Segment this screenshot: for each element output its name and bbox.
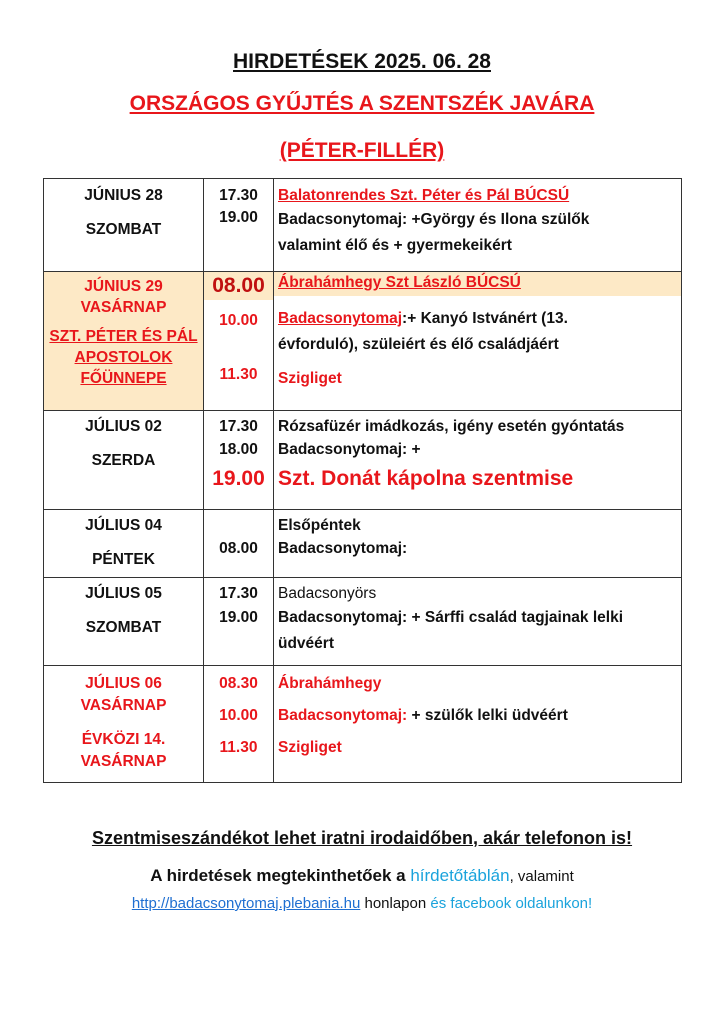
table-row <box>44 272 682 411</box>
mass-intention-notice: Szentmiseszándékot lehet iratni irodaidőben, akár telefonon is! <box>91 828 633 848</box>
time-label: 17.30 <box>219 418 258 435</box>
feast-label: APOSTOLOK <box>74 349 173 366</box>
time-cell <box>204 666 274 783</box>
time-label: 10.00 <box>219 312 258 329</box>
collection-heading: ORSZÁGOS GYŰJTÉS A SZENTSZÉK JAVÁRA <box>129 92 595 115</box>
event-text: évforduló), szüleiért és élő családjáért <box>278 336 559 353</box>
announcements-title: HIRDETÉSEK 2025. 06. 28 <box>233 50 491 73</box>
event-cell <box>274 578 682 666</box>
table-row <box>44 578 682 666</box>
event-cell <box>274 666 682 783</box>
day-cell <box>44 666 204 783</box>
sunday-label: ÉVKÖZI 14. <box>81 731 166 748</box>
event-text: Ábrahámhegy <box>278 675 382 692</box>
date-label: JÚNIUS 29 <box>84 278 163 295</box>
website-text: honlapon <box>360 895 431 912</box>
notice-location-line <box>0 866 724 886</box>
time-label: 08.30 <box>219 675 258 692</box>
time-cell <box>204 578 274 666</box>
time-label: 08.00 <box>204 272 273 300</box>
website-link[interactable]: http://badacsonytomaj.plebania.hu <box>131 895 361 912</box>
schedule-table <box>43 178 682 783</box>
time-cell <box>204 411 274 510</box>
event-text: Ábrahámhegy Szt László BÚCSÚ <box>274 272 681 296</box>
weekday-label: SZERDA <box>91 452 156 469</box>
event-cell <box>274 510 682 578</box>
event-text: üdvéért <box>278 635 334 652</box>
website-line <box>0 895 724 912</box>
event-cell <box>274 411 682 510</box>
day-cell <box>44 272 204 411</box>
notice-board-text: hírdetőtáblán <box>410 866 510 885</box>
weekday-label: VASÁRNAP <box>80 697 167 714</box>
time-label: 18.00 <box>219 441 258 458</box>
notice-text: A hirdetések megtekinthetőek a <box>150 866 411 885</box>
time-label: 08.00 <box>219 540 258 557</box>
table-row <box>44 179 682 272</box>
table-row <box>44 666 682 783</box>
time-cell <box>204 272 274 411</box>
event-text: Szigliget <box>278 370 342 387</box>
feast-label: FŐÜNNEPE <box>80 370 167 387</box>
table-row <box>44 510 682 578</box>
weekday-label: PÉNTEK <box>92 551 155 568</box>
notice-text: , valamint <box>509 868 574 885</box>
date-label: JÚLIUS 04 <box>85 517 162 534</box>
day-cell <box>44 179 204 272</box>
time-cell <box>204 179 274 272</box>
time-cell <box>204 510 274 578</box>
day-cell <box>44 578 204 666</box>
weekday-label: SZOMBAT <box>85 619 162 636</box>
time-label: 11.30 <box>219 366 258 383</box>
event-text: Badacsonytomaj: + Sárffi család tagjainak lelki <box>278 609 624 626</box>
event-cell <box>274 272 682 411</box>
event-text: + szülők lelki üdvéért <box>407 707 568 724</box>
event-text: Badacsonytomaj: +György és Ilona szülők <box>278 211 590 228</box>
day-cell <box>44 510 204 578</box>
event-text: Elsőpéntek <box>278 517 361 534</box>
time-label: 19.00 <box>219 209 258 226</box>
weekday-label: VASÁRNAP <box>80 299 167 316</box>
time-label: 17.30 <box>219 585 258 602</box>
date-label: JÚNIUS 28 <box>84 187 163 204</box>
event-text: valamint élő és + gyermekeikért <box>278 237 512 254</box>
event-text: Szigliget <box>278 739 342 756</box>
date-label: JÚLIUS 06 <box>85 675 162 692</box>
facebook-text: és facebook oldalunkon! <box>430 895 593 912</box>
weekday-label: SZOMBAT <box>85 221 162 238</box>
event-cell <box>274 179 682 272</box>
collection-subheading: (PÉTER-FILLÉR) <box>279 139 445 162</box>
table-row <box>44 411 682 510</box>
time-label: 11.30 <box>219 739 258 756</box>
time-label: 10.00 <box>219 707 258 724</box>
event-text: Badacsonytomaj: <box>278 540 408 557</box>
event-text: :+ Kanyó Istvánért (13. <box>402 310 568 327</box>
sunday-label: VASÁRNAP <box>80 753 167 770</box>
parish-link-text: Badacsonytomaj <box>278 310 403 327</box>
time-label: 19.00 <box>212 467 265 490</box>
date-label: JÚLIUS 05 <box>85 585 162 602</box>
event-text: Szt. Donát kápolna szentmise <box>278 467 574 490</box>
date-label: JÚLIUS 02 <box>85 418 162 435</box>
feast-label: SZT. PÉTER ÉS PÁL <box>49 328 198 345</box>
time-label: 19.00 <box>219 609 258 626</box>
day-cell <box>44 411 204 510</box>
event-text: Balatonrendes Szt. Péter és Pál BÚCSÚ <box>278 187 570 204</box>
event-text: Badacsonytomaj: + <box>278 441 421 458</box>
event-text: Badacsonytomaj: <box>278 707 408 724</box>
time-label: 17.30 <box>219 187 258 204</box>
event-text: Rózsafüzér imádkozás, igény esetén gyóntatás <box>278 418 625 435</box>
event-text: Badacsonyörs <box>278 585 377 602</box>
